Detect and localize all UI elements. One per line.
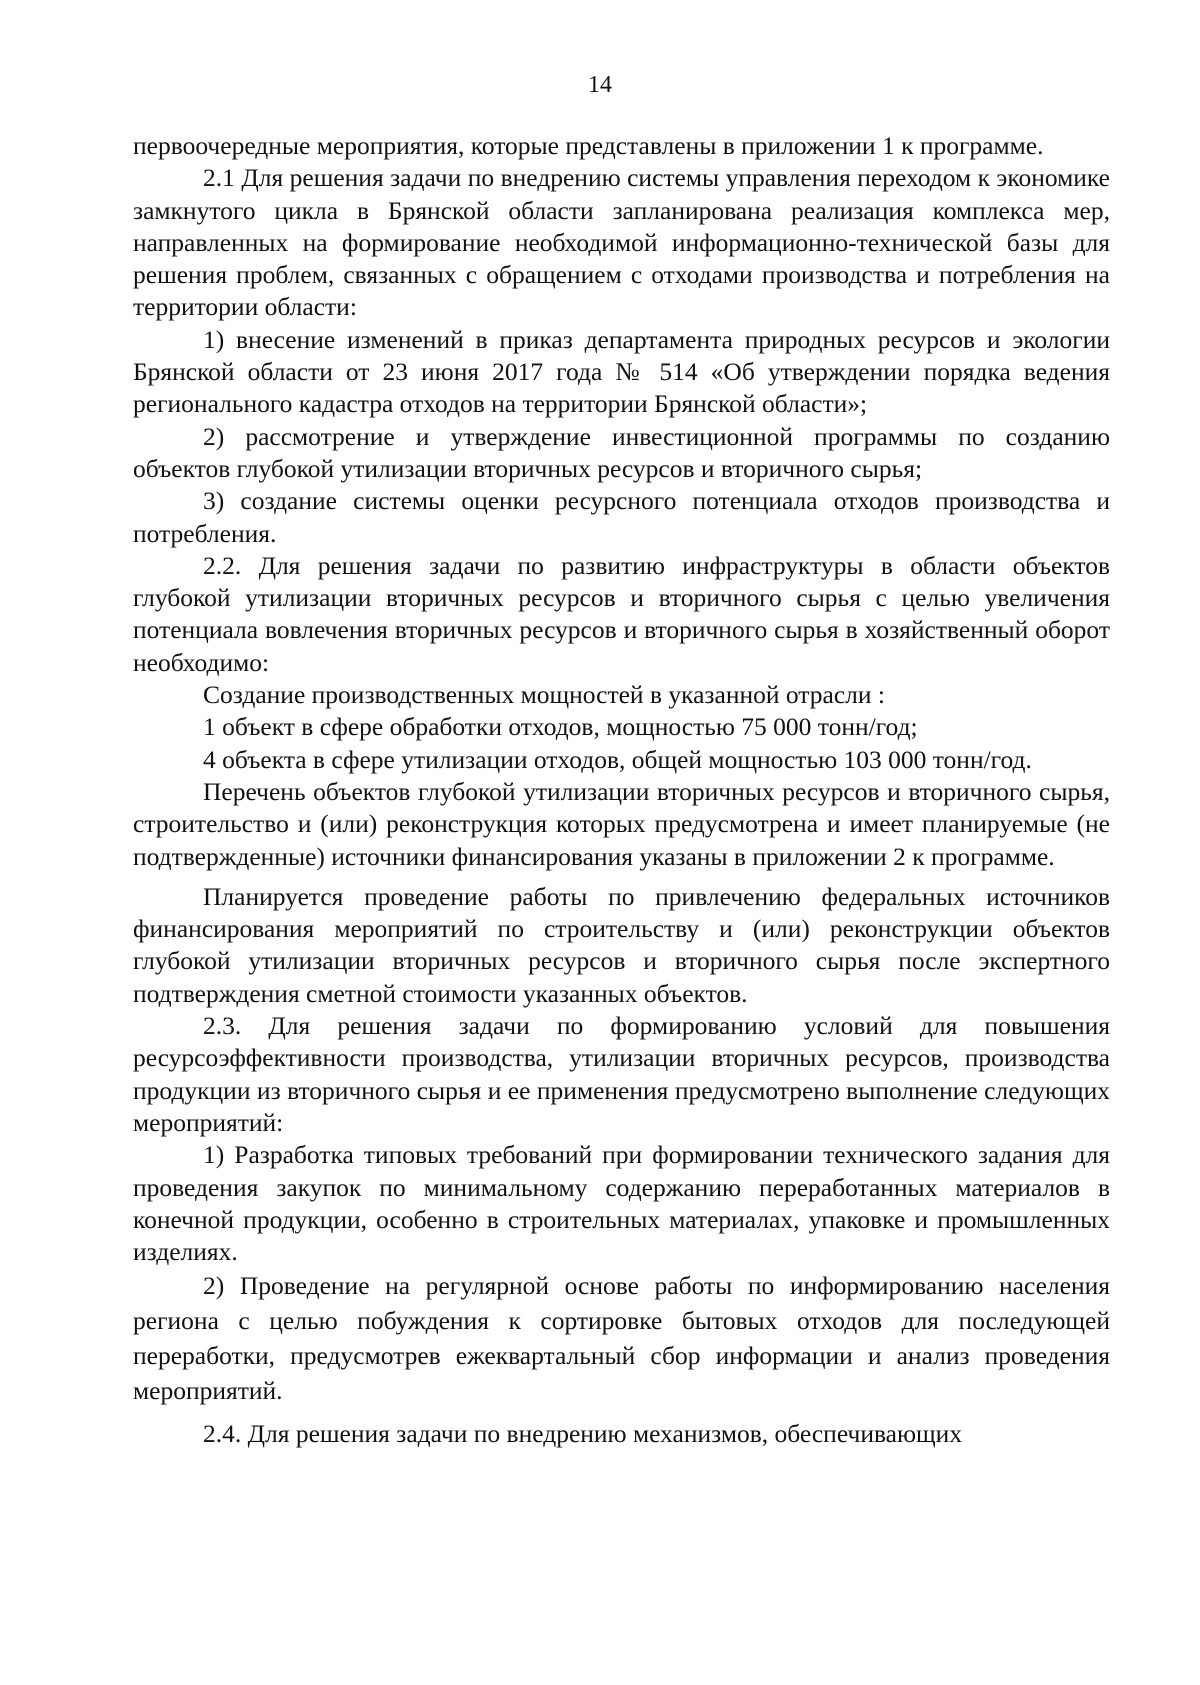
- list-item-2: 2) рассмотрение и утверждение инвестиционной программы по созданию объектов глубокой утилизации вторичных ресурсов и вторичного сырья;: [133, 421, 1110, 483]
- list-item-requirements: 1) Разработка типовых требований при формировании технического задания для проведения закупок по минимальному содержанию переработанных материалов в конечной продукции, особенно в строительных материалах, упаковке и промышленных изделиях.: [133, 1140, 1110, 1267]
- paragraph-capacity-processing: 1 объект в сфере обработки отходов, мощностью 75 000 тонн/год;: [203, 712, 918, 742]
- list-item-1: 1) внесение изменений в приказ департамента природных ресурсов и экологии Брянской области от 23 июня 2017 года № 514 «Об утверждении порядка ведения регионального кадастра отходов на территории Брянской области»;: [133, 324, 1110, 419]
- list-item-informing: 2) Проведение на регулярной основе работы по информированию населения региона с целью побуждения к сортировке бытовых отходов для последующей переработки, предусмотрев ежеквартальный сбор информации и анализ проведения мероприятий.: [133, 1271, 1110, 1406]
- paragraph-continuation: первоочередные мероприятия, которые представлены в приложении 1 к программе.: [133, 131, 1044, 160]
- paragraph-objects-list: Перечень объектов глубокой утилизации вторичных ресурсов и вторичного сырья, строительство и (или) реконструкция которых предусмотрена и имеет планируемые (не подтвержденные) источники финансирования указаны в приложении 2 к программе.: [133, 776, 1110, 871]
- page-number: 14: [588, 72, 612, 98]
- paragraph-capacity-utilization: 4 объекта в сфере утилизации отходов, общей мощностью 103 000 тонн/год.: [203, 744, 1032, 774]
- paragraph-2-4: 2.4. Для решения задачи по внедрению механизмов, обеспечивающих: [203, 1419, 963, 1449]
- paragraph-federal-funding: Планируется проведение работы по привлечению федеральных источников финансирования мероприятий по строительству и (или) реконструкции объектов глубокой утилизации вторичных ресурсов и вторичного сырья после экспертного подтверждения сметной стоимости указанных объектов.: [133, 881, 1110, 1008]
- list-item-3: 3) создание системы оценки ресурсного потенциала отходов производства и потребления.: [133, 486, 1110, 548]
- paragraph-2-2: 2.2. Для решения задачи по развитию инфраструктуры в области объектов глубокой утилизации вторичных ресурсов и вторичного сырья с целью увеличения потенциала вовлечения вторичных ресурсов и вторичного сырья в хозяйственный оборот необходимо:: [133, 550, 1110, 677]
- paragraph-2-3: 2.3. Для решения задачи по формированию условий для повышения ресурсоэффективности производства, утилизации вторичных ресурсов, производства продукции из вторичного сырья и ее применения предусмотрено выполнение следующих мероприятий:: [133, 1011, 1110, 1137]
- paragraph-2-1: 2.1 Для решения задачи по внедрению системы управления переходом к экономике замкнутого цикла в Брянской области запланирована реализация комплекса мер, направленных на формирование необходимой информационно-технической базы для решения проблем, связанных с обращением с отходами производства и потребления на территории области:: [133, 163, 1110, 322]
- document-body: [133, 130, 1110, 1451]
- paragraph-capacity-intro: Создание производственных мощностей в указанной отрасли :: [203, 680, 885, 710]
